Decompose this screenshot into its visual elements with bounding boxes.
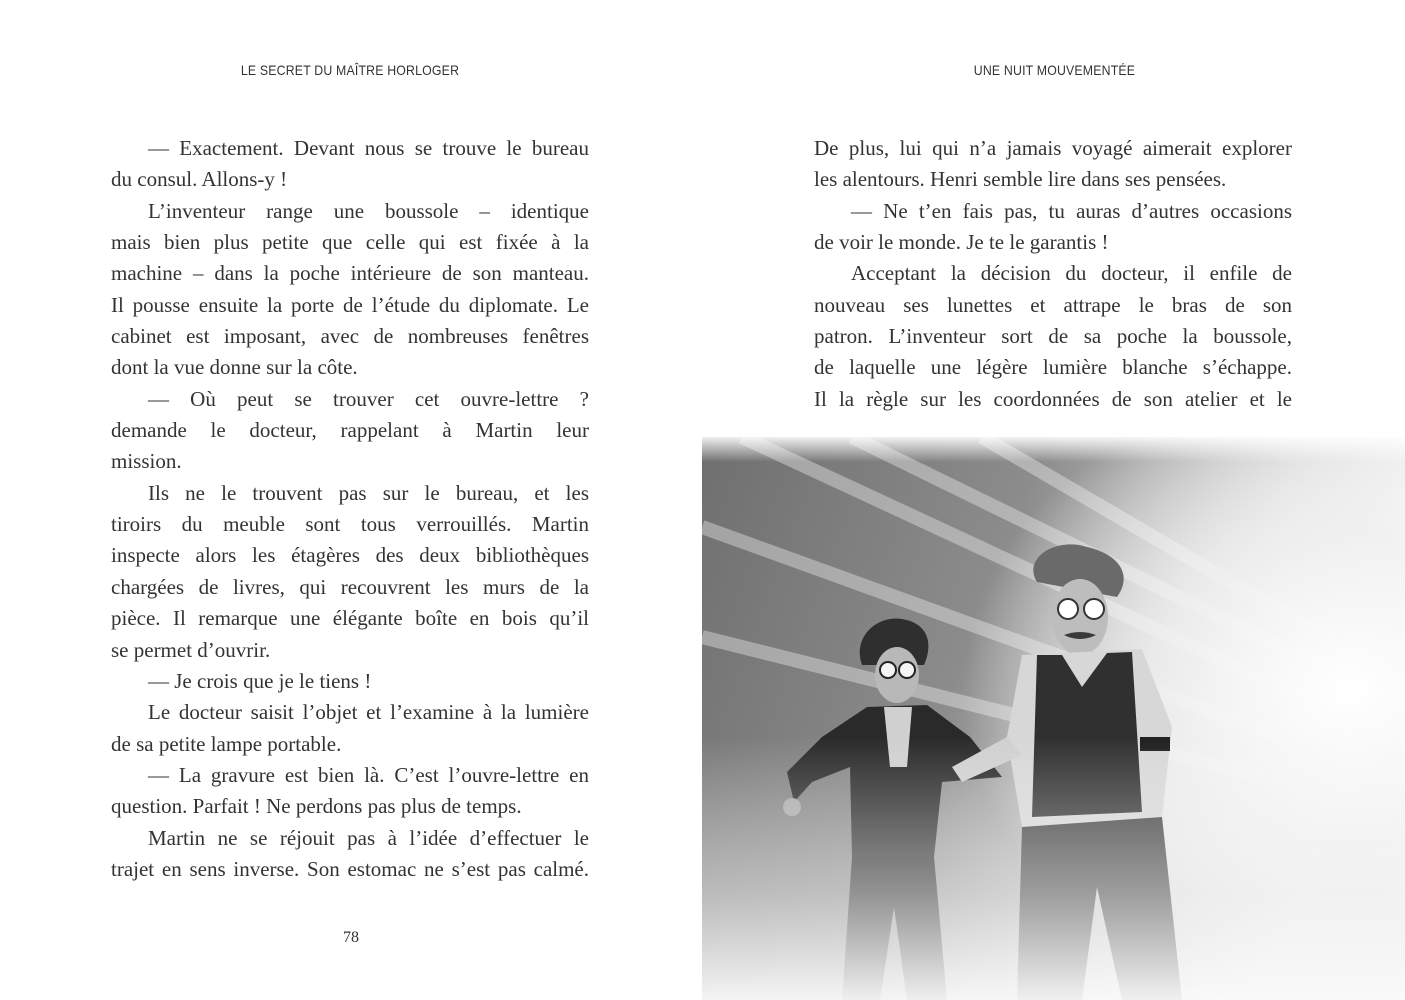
text-line: mais bien plus petite que celle qui est fixée à la: [111, 230, 589, 255]
text-line: De plus, lui qui n’a jamais voyagé aimerait explorer: [814, 136, 1292, 160]
text-line: Martin ne se réjouit pas à l’idée d’effectuer le: [148, 825, 589, 850]
right-page: [702, 0, 1405, 1000]
text-line: question. Parfait ! Ne perdons pas plus de temps.: [111, 794, 522, 819]
text-line: Il la règle sur les coordonnées de son atelier et le: [814, 386, 1292, 411]
text-line: de laquelle une légère lumière blanche s’échappe.: [814, 355, 1292, 380]
text-line: chargées de livres, qui recouvrent les murs de la: [111, 574, 589, 599]
illustration-time-travel: [702, 437, 1405, 1000]
running-head-chapter-title: UNE NUIT MOUVEMENTÉE: [973, 62, 1136, 78]
text-line: — Exactement. Devant nous se trouve le bureau: [148, 136, 589, 160]
bottom-fog: [702, 737, 1405, 1000]
text-line: inspecte alors les étagères des deux bibliothèques: [111, 543, 589, 568]
text-line: de voir le monde. Je te le garantis !: [814, 230, 1109, 255]
text-line: de sa petite lampe portable.: [111, 731, 342, 756]
text-line: les alentours. Henri semble lire dans ses pensées.: [814, 167, 1227, 192]
text-line: du consul. Allons-y !: [111, 167, 288, 192]
text-line: Le docteur saisit l’objet et l’examine à la lumière: [148, 700, 589, 725]
text-line: Ils ne le trouvent pas sur le bureau, et les: [148, 480, 589, 505]
top-fade: [702, 437, 1405, 462]
text-line: mission.: [111, 449, 182, 474]
body-text: [814, 133, 1292, 415]
text-line: tiroirs du meuble sont tous verrouillés. Martin: [111, 512, 589, 537]
body-text: [111, 133, 589, 885]
running-head-book-title: LE SECRET DU MAÎTRE HORLOGER: [240, 62, 460, 78]
text-line: patron. L’inventeur sort de sa poche la boussole,: [814, 324, 1292, 349]
text-line: demande le docteur, rappelant à Martin leur: [111, 418, 589, 443]
text-line: nouveau ses lunettes et attrape le bras de son: [814, 292, 1292, 317]
text-line: cabinet est imposant, avec de nombreuses fenêtres: [111, 324, 589, 349]
text-line: — Je crois que je le tiens !: [148, 668, 372, 693]
text-line: trajet en sens inverse. Son estomac ne s’est pas calmé.: [111, 856, 589, 881]
text-line: — La gravure est bien là. C’est l’ouvre-lettre en: [148, 762, 589, 787]
text-line: se permet d’ouvrir.: [111, 637, 271, 662]
text-line: Il pousse ensuite la porte de l’étude du diplomate. Le: [111, 292, 589, 317]
text-line: dont la vue donne sur la côte.: [111, 355, 358, 380]
text-line: pièce. Il remarque une élégante boîte en bois qu’il: [111, 606, 589, 631]
left-page: [0, 0, 702, 1000]
text-line: — Où peut se trouver cet ouvre-lettre ?: [148, 386, 589, 411]
page-number: 78: [343, 929, 359, 946]
text-line: Acceptant la décision du docteur, il enfile de: [851, 261, 1292, 286]
text-line: L’inventeur range une boussole – identique: [148, 198, 589, 223]
text-line: — Ne t’en fais pas, tu auras d’autres occasions: [851, 198, 1292, 223]
text-line: machine – dans la poche intérieure de son manteau.: [111, 261, 589, 286]
